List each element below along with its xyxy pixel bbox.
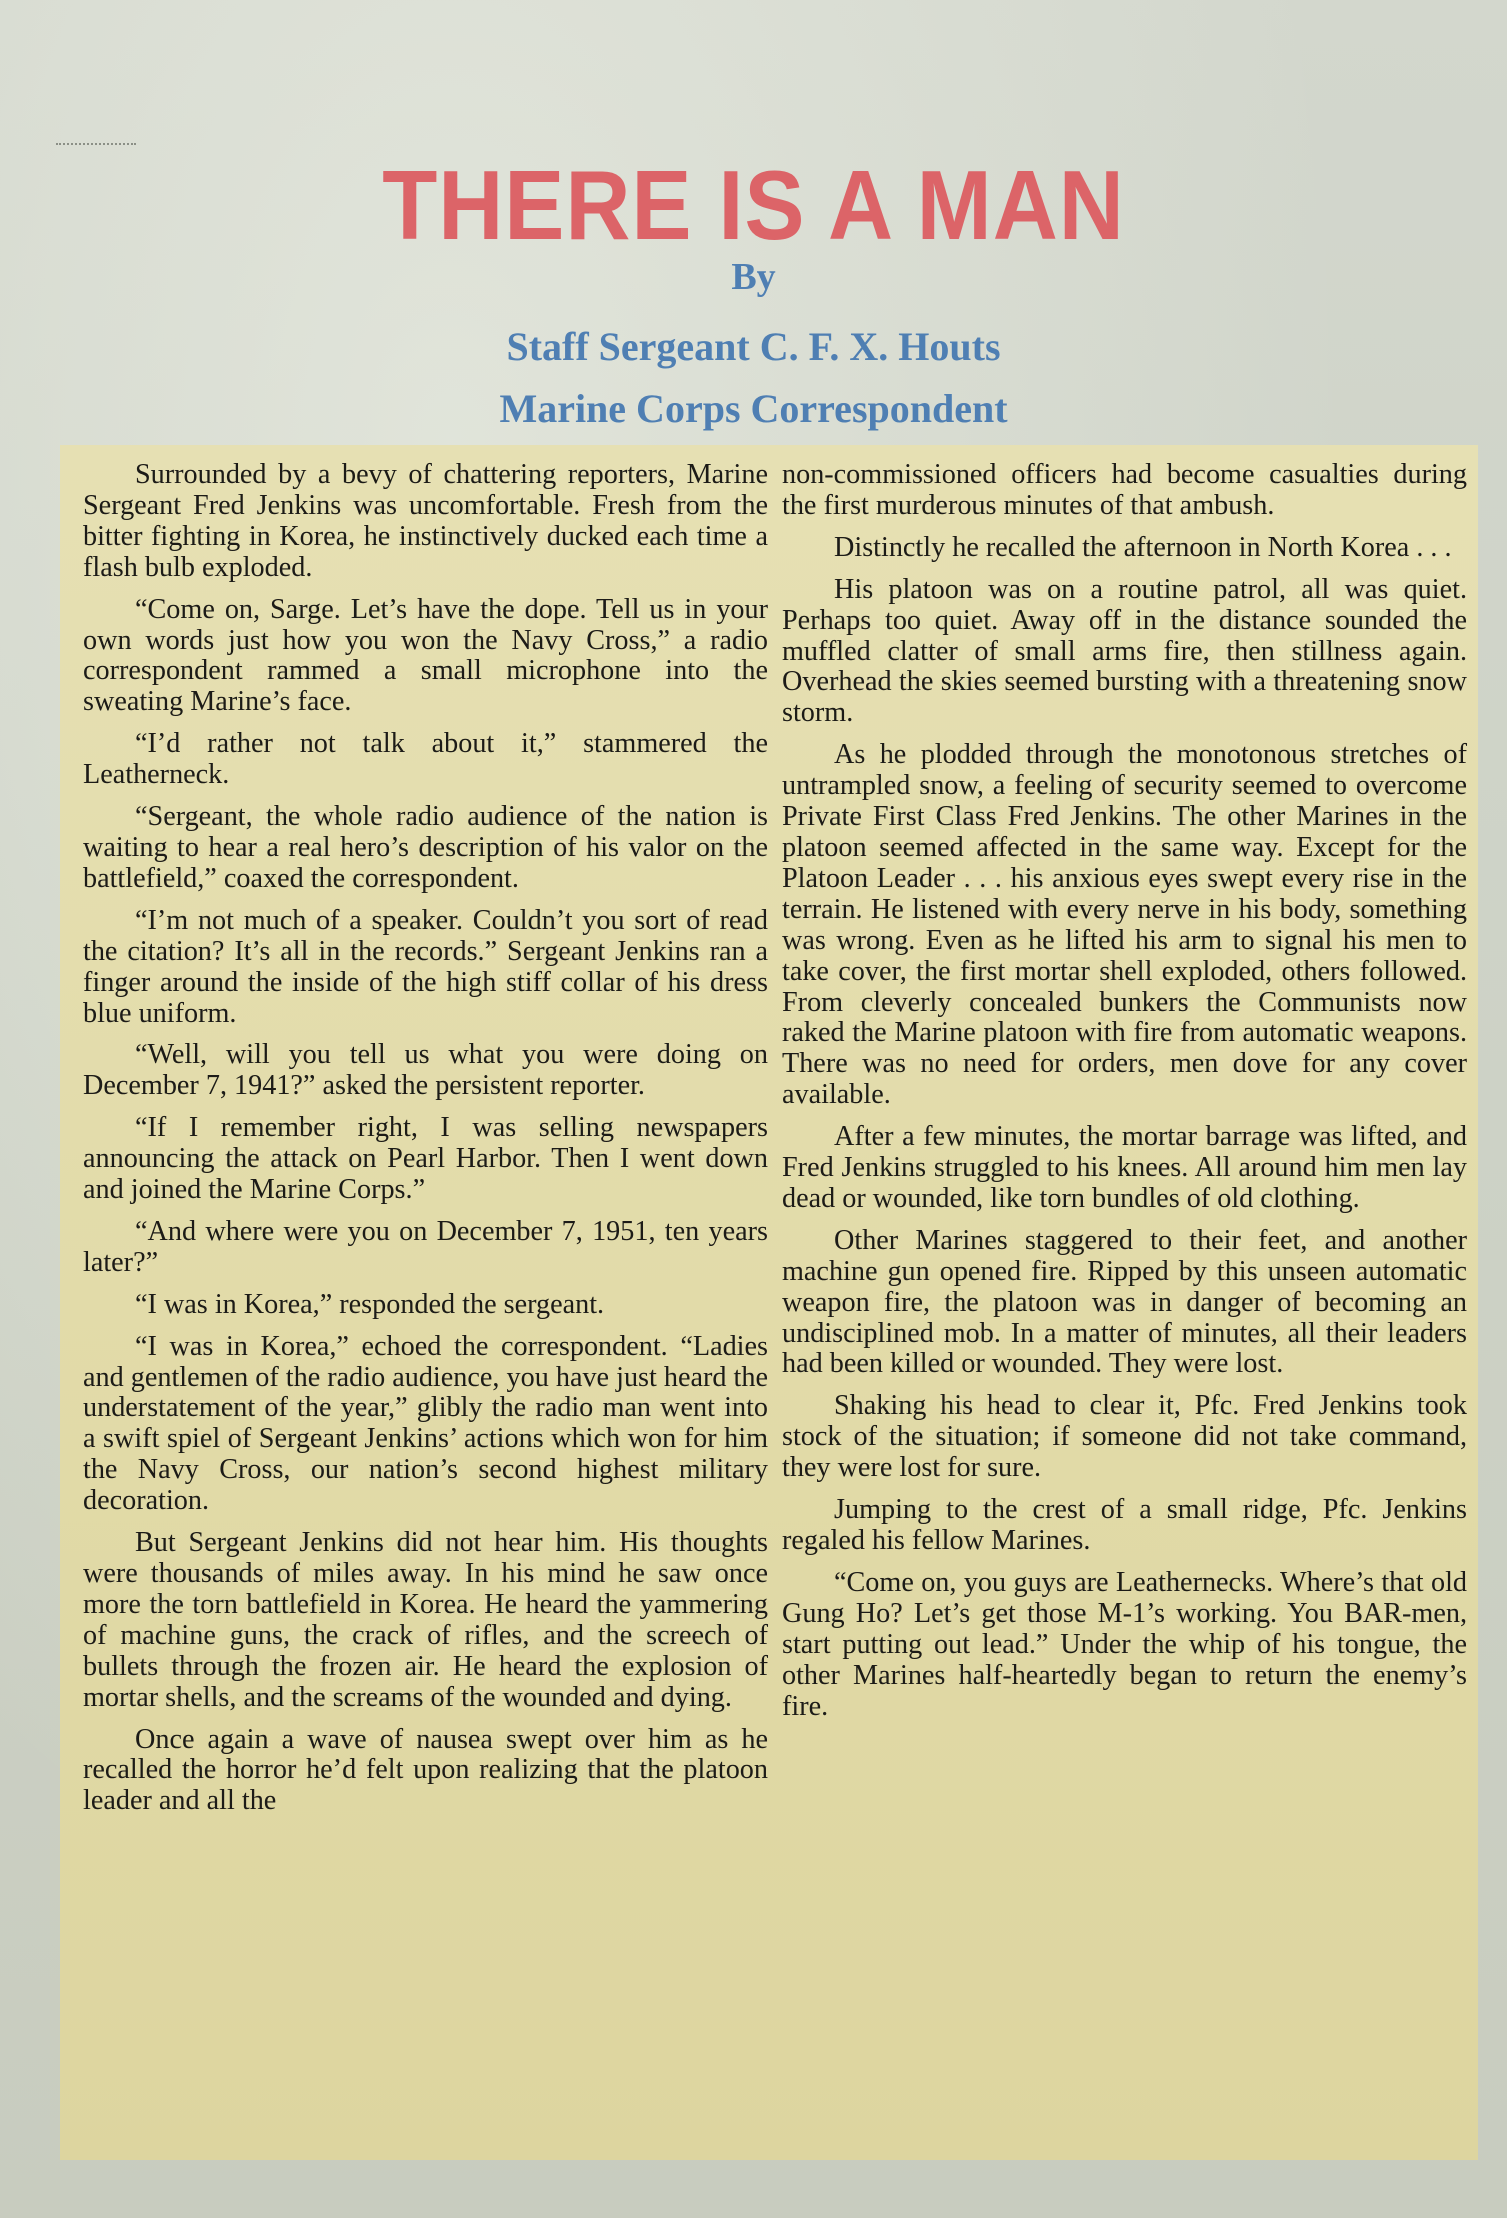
paragraph: “Well, will you tell us what you were doing on December 7, 1941?” asked the persistent reporter. — [83, 1039, 768, 1102]
paragraph: Other Marines staggered to their feet, and another machine gun opened fire. Ripped by this unseen automatic weapon fire, the platoon was in danger of becoming an undisciplined mob. In a matter of minutes, all their leaders had been killed or wounded. They were lost. — [782, 1224, 1467, 1380]
paragraph: “I’m not much of a speaker. Couldn’t you sort of read the citation? It’s all in the records.” Sergeant Jenkins ran a finger around the inside of the high stiff collar of his dress blue uniform. — [83, 904, 768, 1029]
title-block — [0, 150, 1507, 432]
paragraph: “If I remember right, I was selling newspapers announcing the attack on Pearl Harbor. Then I went down and joined the Marine Corps.” — [83, 1112, 768, 1206]
paragraph: After a few minutes, the mortar barrage was lifted, and Fred Jenkins struggled to his knees. All around him men lay dead or wounded, like torn bundles of old clothing. — [782, 1121, 1467, 1214]
paragraph: Distinctly he recalled the afternoon in North Korea . . . — [834, 531, 1452, 563]
byline-by: By — [731, 256, 776, 298]
page-title: THERE IS A MAN — [382, 150, 1125, 260]
paragraph: “Come on, Sarge. Let’s have the dope. Tell us in your own words just how you won the Navy Cross,” a radio correspondent rammed a small microphone into the sweating Marine’s face. — [83, 593, 768, 718]
paragraph: “I was in Korea,” responded the sergeant. — [135, 1288, 605, 1320]
paragraph: “I was in Korea,” echoed the correspondent. “Ladies and gentlemen of the radio audience, you have just heard the understatement of the year,” glibly the radio man went into a swift spiel of Sergeant Jenkins’ actions which won for him the Navy Cross, our nation’s second highest military decoration. — [83, 1330, 768, 1517]
paragraph: “I’d rather not talk about it,” stammered the Leatherneck. — [83, 728, 768, 791]
paragraph: Shaking his head to clear it, Pfc. Fred Jenkins took stock of the situation; if someone did not take command, they were lost for sure. — [782, 1390, 1467, 1484]
paragraph: As he plodded through the monotonous stretches of untrampled snow, a feeling of security seemed to overcome Private First Class Fred Jenkins. The other Marines in the platoon seemed affected in the same way. Except for the Platoon Leader . . . his anxious eyes swept every rise in the terrain. He listened with every nerve in his body, something was wrong. Even as he lifted his arm to signal his men to take cover, the first mortar shell exploded, others followed. From cleverly concealed bunkers the Communists now raked the Marine platoon with fire from automatic weapons. There was no need for orders, men dove for any cover available. — [782, 739, 1467, 1111]
paragraph: “Sergeant, the whole radio audience of the nation is waiting to hear a real hero’s description of his valor on the battlefield,” coaxed the correspondent. — [83, 801, 768, 894]
author-name: Staff Sergeant C. F. X. Houts — [506, 324, 1001, 369]
author-role: Marine Corps Correspondent — [499, 386, 1008, 431]
paragraph: Surrounded by a bevy of chattering reporters, Marine Sergeant Fred Jenkins was uncomfortable. Fresh from the bitter fighting in Korea, he instinctively ducked each time a flash bulb exploded. — [83, 459, 768, 583]
article-column-left — [83, 460, 768, 1828]
paragraph: “And where were you on December 7, 1951, ten years later?” — [83, 1215, 768, 1278]
paragraph: “Come on, you guys are Leathernecks. Where’s that old Gung Ho? Let’s get those M-1’s working. You BAR-men, start putting out lead.” Under the whip of his tongue, the other Marines half-heartedly began to return the enemy’s fire. — [782, 1566, 1467, 1722]
decorative-divider — [56, 143, 136, 145]
paragraph: But Sergeant Jenkins did not hear him. His thoughts were thousands of miles away. In his mind he saw once more the torn battlefield in Korea. He heard the yammering of machine guns, the crack of rifles, and the screech of bullets through the frozen air. He heard the explosion of mortar shells, and the screams of the wounded and dying. — [83, 1527, 768, 1713]
paragraph: Jumping to the crest of a small ridge, Pfc. Jenkins regaled his fellow Marines. — [782, 1494, 1467, 1556]
paragraph: Once again a wave of nausea swept over him as he recalled the horror he’d felt upon realizing that the platoon leader and all the — [83, 1723, 768, 1817]
paragraph-continued: non-commissioned officers had become casualties during the first murderous minutes of that ambush. — [782, 459, 1467, 521]
paragraph: His platoon was on a routine patrol, all was quiet. Perhaps too quiet. Away off in the distance sounded the muffled clatter of small arms fire, then stillness again. Overhead the skies seemed bursting with a threatening snow storm. — [782, 573, 1467, 729]
article-column-right — [782, 460, 1467, 1733]
